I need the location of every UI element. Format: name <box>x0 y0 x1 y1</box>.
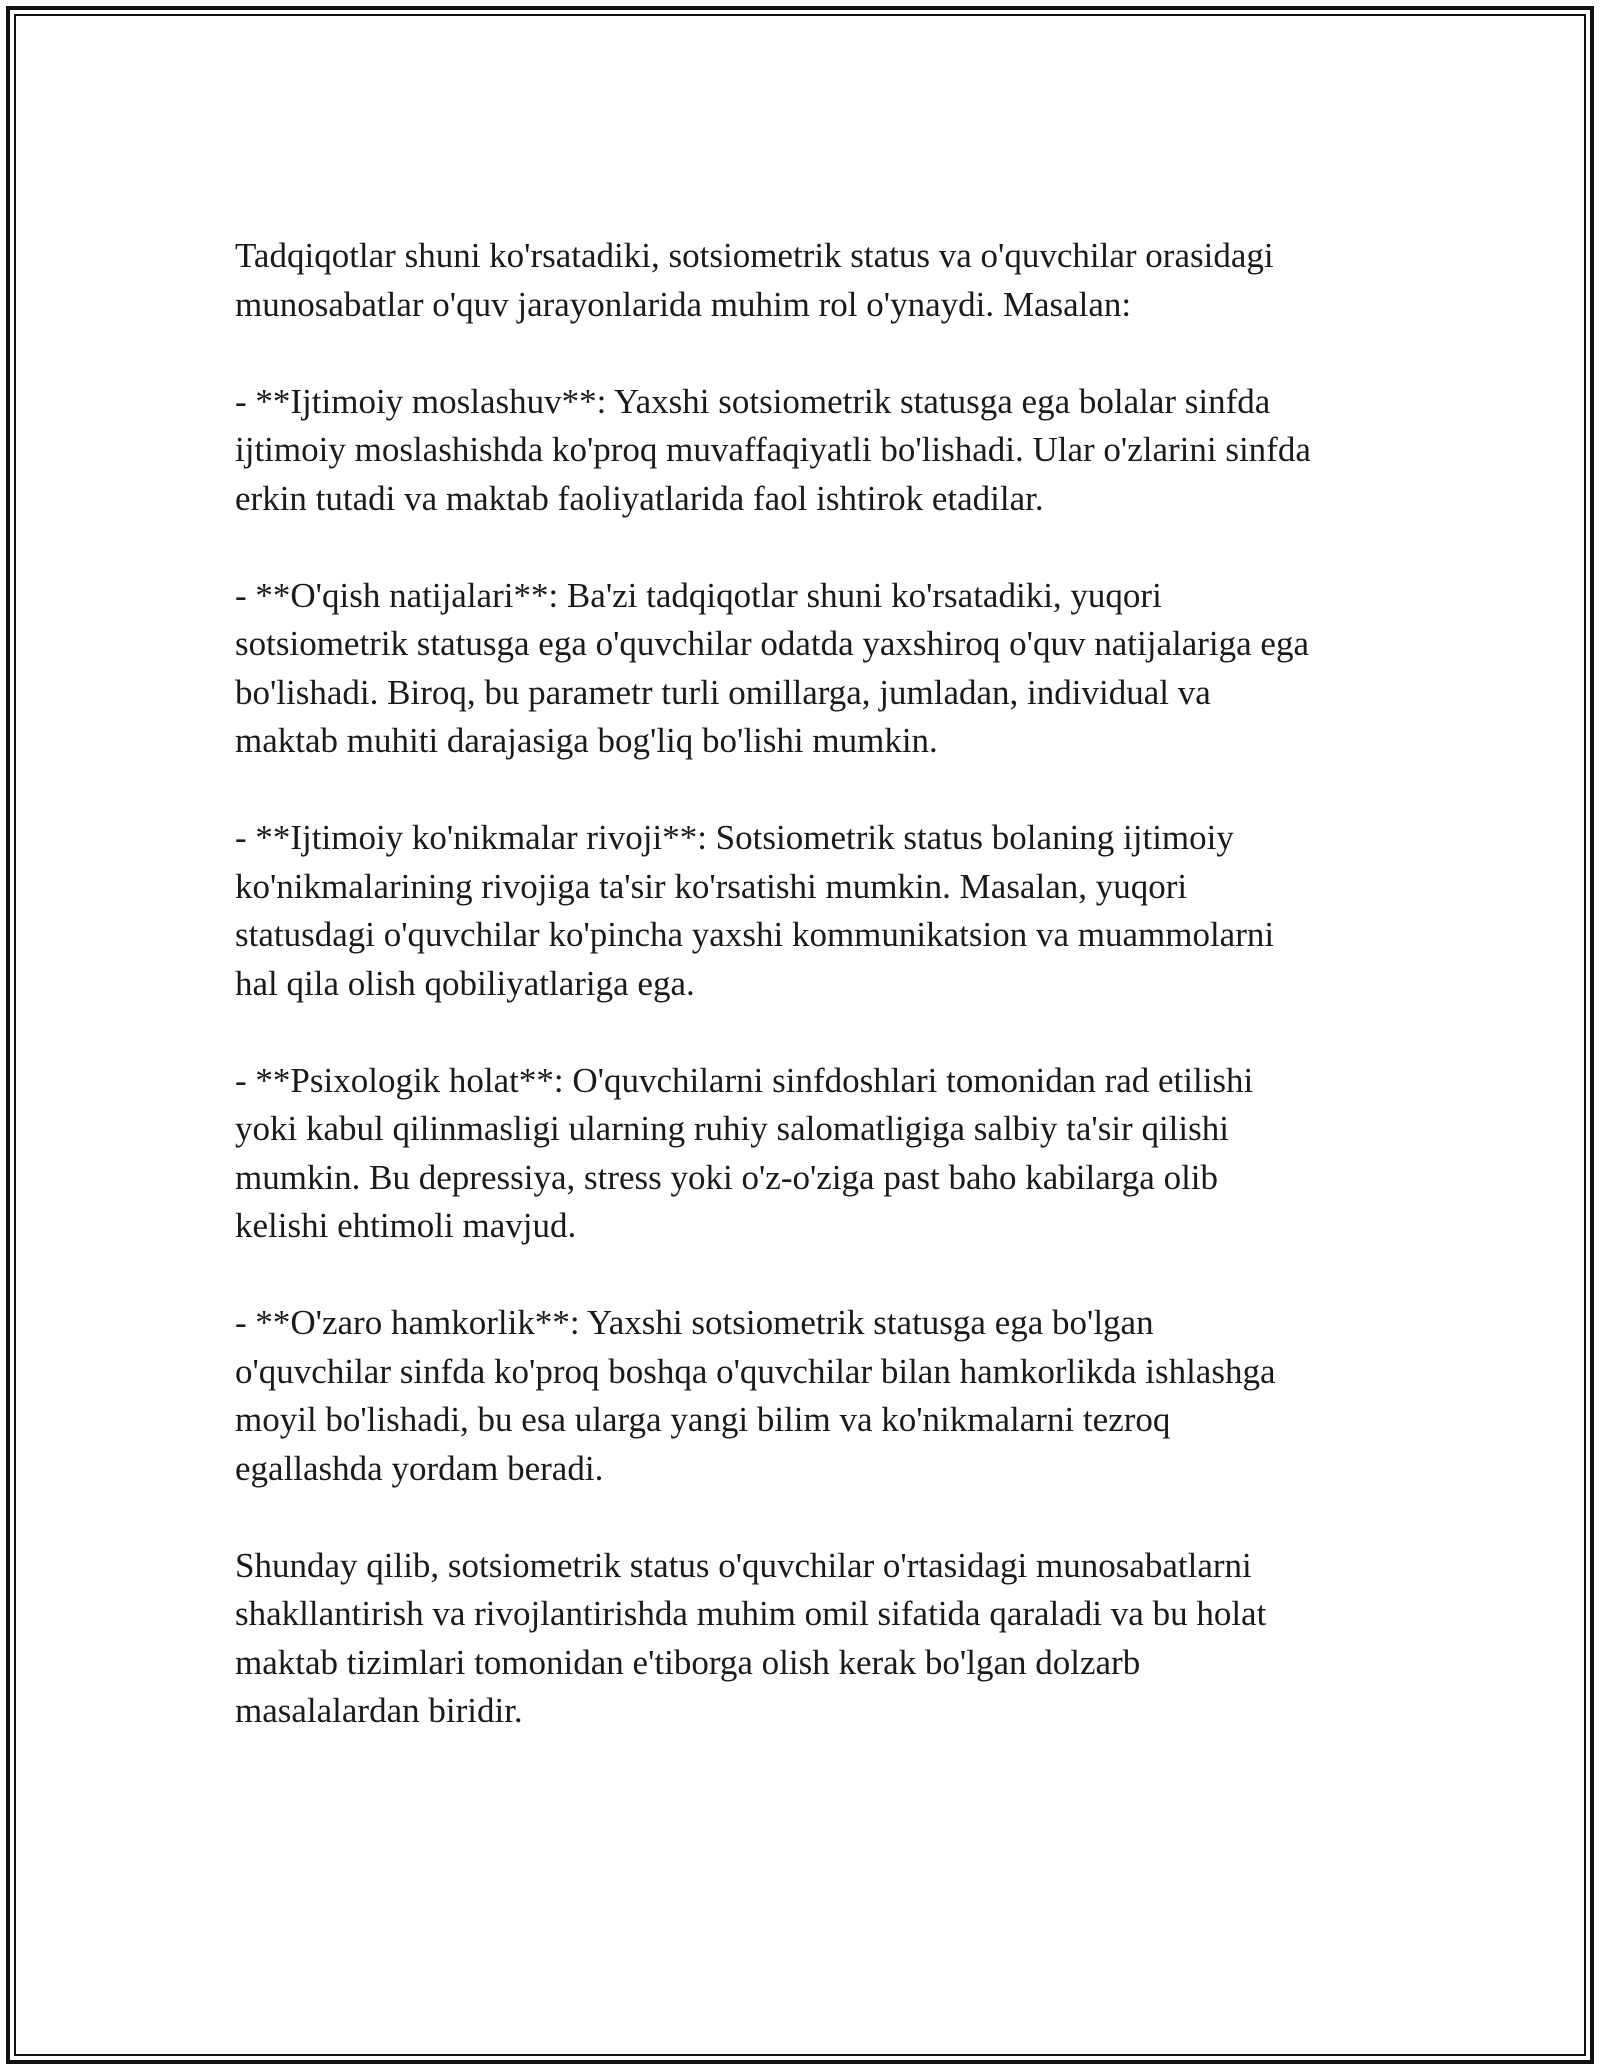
text-line: statusdagi o'quvchilar ko'pincha yaxshi kommunikatsion va muammolarni <box>235 915 1275 954</box>
text-line: Shunday qilib, sotsiometrik status o'quvchilar o'rtasidagi munosabatlarni <box>235 1545 1252 1585</box>
text-line: maktab tizimlari tomonidan e'tiborga olish kerak bo'lgan dolzarb <box>235 1642 1141 1682</box>
text-line: - **Ijtimoiy moslashuv**: Yaxshi sotsiometrik statusga ega bolalar sinfda <box>235 381 1271 421</box>
text-line: munosabatlar o'quv jarayonlarida muhim rol o'ynaydi. Masalan: <box>235 284 1132 324</box>
text-line: sotsiometrik statusga ega o'quvchilar odatda yaxshiroq o'quv natijalariga ega <box>235 624 1309 663</box>
text-line: Tadqiqotlar shuni ko'rsatadiki, sotsiometrik status va o'quvchilar orasidagi <box>235 236 1274 275</box>
text-line: yoki kabul qilinmasligi ularning ruhiy salomatligiga salbiy ta'sir qilishi <box>235 1109 1229 1148</box>
paragraph <box>235 572 1385 766</box>
text-line: erkin tutadi va maktab faoliyatlarida faol ishtirok etadilar. <box>235 478 1044 518</box>
text-line: hal qila olish qobiliyatlariga ega. <box>235 963 695 1003</box>
text-line: ko'nikmalarining rivojiga ta'sir ko'rsatishi mumkin. Masalan, yuqori <box>235 866 1188 906</box>
text-line: ijtimoiy moslashishda ko'proq muvaffaqiyatli bo'lishadi. Ular o'zlarini sinfda <box>235 430 1311 469</box>
text-line: bo'lishadi. Biroq, bu parametr turli omillarga, jumladan, individual va <box>235 672 1211 712</box>
text-line: egallashda yordam beradi. <box>235 1448 604 1488</box>
text-line: - **O'zaro hamkorlik**: Yaxshi sotsiometrik statusga ega bo'lgan <box>235 1303 1154 1342</box>
text-line: - **Psixologik holat**: O'quvchilarni sinfdoshlari tomonidan rad etilishi <box>235 1060 1254 1100</box>
text-line: shakllantirish va rivojlantirishda muhim omil sifatida qaraladi va bu holat <box>235 1594 1267 1633</box>
text-line: mumkin. Bu depressiya, stress yoki o'z-o'ziga past baho kabilarga olib <box>235 1157 1219 1197</box>
text-line: maktab muhiti darajasiga bog'liq bo'lishi mumkin. <box>235 721 938 760</box>
paragraph <box>235 1542 1385 1736</box>
paragraph <box>235 1299 1385 1493</box>
text-line: kelishi ehtimoli mavjud. <box>235 1206 577 1245</box>
text-line: o'quvchilar sinfda ko'proq boshqa o'quvchilar bilan hamkorlikda ishlashga <box>235 1351 1276 1391</box>
text-line: masalalardan biridir. <box>235 1691 523 1730</box>
paragraph <box>235 232 1385 329</box>
paragraph <box>235 1057 1385 1251</box>
text-line: - **O'qish natijalari**: Ba'zi tadqiqotlar shuni ko'rsatadiki, yuqori <box>235 575 1162 615</box>
document-body <box>235 232 1385 1736</box>
paragraph <box>235 814 1385 1008</box>
paragraph <box>235 378 1385 524</box>
text-line: moyil bo'lishadi, bu esa ularga yangi bilim va ko'nikmalarni tezroq <box>235 1400 1171 1439</box>
text-line: - **Ijtimoiy ko'nikmalar rivoji**: Sotsiometrik status bolaning ijtimoiy <box>235 818 1234 857</box>
